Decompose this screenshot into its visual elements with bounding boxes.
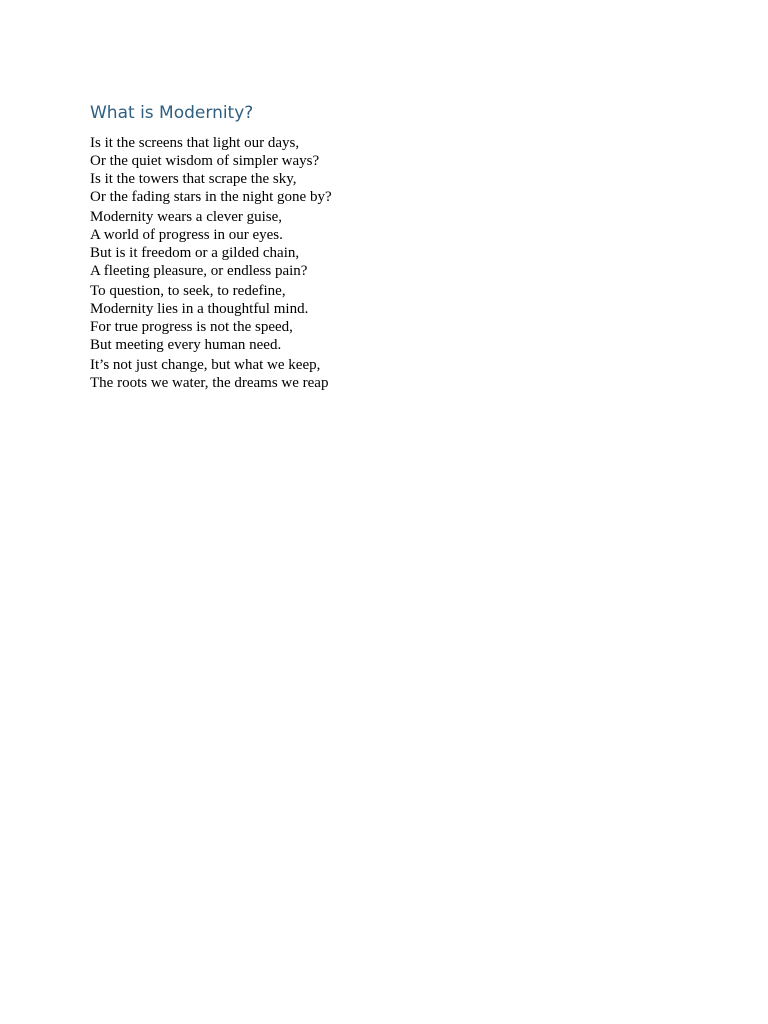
poem-line: It’s not just change, but what we keep, xyxy=(90,357,321,373)
poem-line: The roots we water, the dreams we reap xyxy=(90,375,329,391)
stanza-1 xyxy=(90,134,690,206)
poem-line: Or the fading stars in the night gone by? xyxy=(90,189,332,205)
poem-line: Is it the towers that scrape the sky, xyxy=(90,171,297,187)
poem-line: A world of progress in our eyes. xyxy=(90,227,283,243)
poem-line: A fleeting pleasure, or endless pain? xyxy=(90,263,308,279)
poem-title: What is Modernity? xyxy=(90,103,254,123)
poem-line: Or the quiet wisdom of simpler ways? xyxy=(90,153,320,169)
poem-line: But meeting every human need. xyxy=(90,337,282,353)
poem-line: To question, to seek, to redefine, xyxy=(90,283,286,299)
poem-line: Modernity lies in a thoughtful mind. xyxy=(90,301,309,317)
poem-line: For true progress is not the speed, xyxy=(90,319,293,335)
poem-line: But is it freedom or a gilded chain, xyxy=(90,245,300,261)
stanza-2 xyxy=(90,208,690,280)
stanza-3 xyxy=(90,282,690,354)
stanza-4 xyxy=(90,356,690,392)
poem-line: Modernity wears a clever guise, xyxy=(90,209,283,225)
document-page xyxy=(90,100,690,394)
poem-line: Is it the screens that light our days, xyxy=(90,135,300,151)
